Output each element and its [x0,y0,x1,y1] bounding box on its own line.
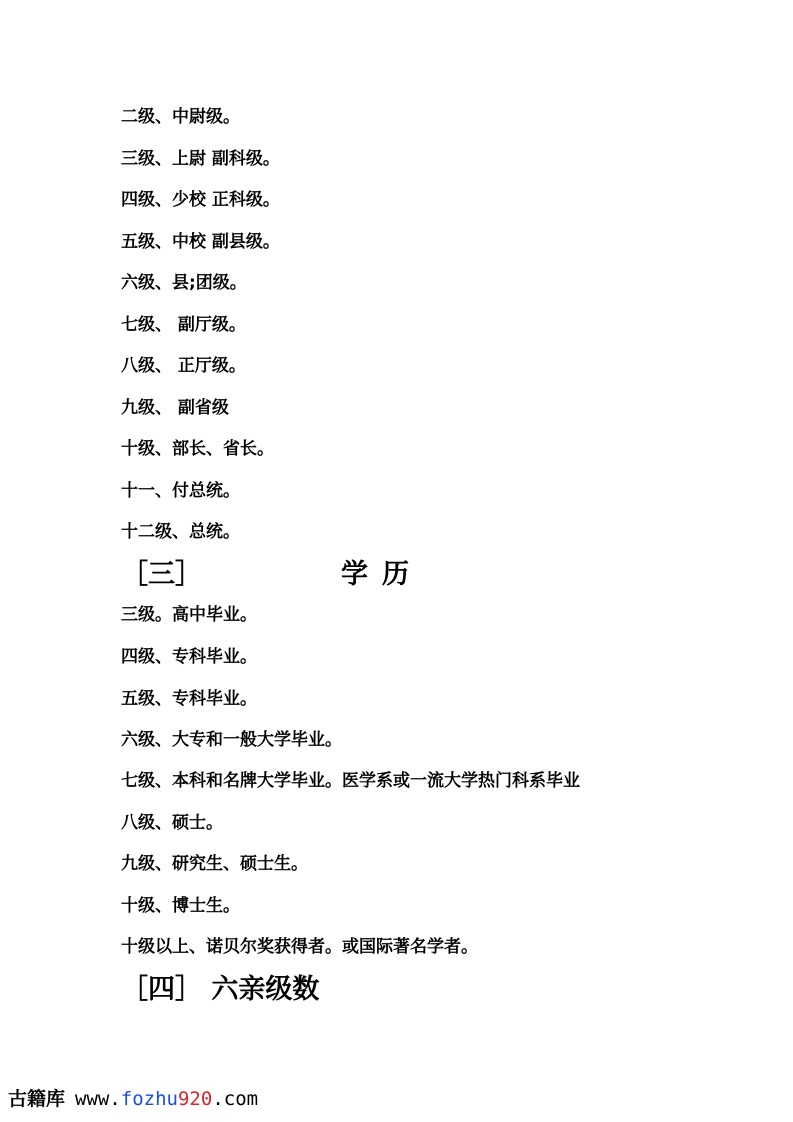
rank-item-3: 三级、上尉 副科级。 [121,149,280,169]
education-item-7: 七级、本科和名牌大学毕业。医学系或一流大学热门科系毕业 [121,771,580,791]
section-three-bracket: ［三］ [121,559,202,590]
footer-url-fozhu: fozhu [120,1088,178,1110]
section-three-title: 学历 [341,559,423,590]
rank-item-4: 四级、少校 正科级。 [121,190,280,210]
section-four-heading [121,973,319,1007]
education-item-above-10: 十级以上、诺贝尔奖获得者。或国际著名学者。 [121,937,478,957]
footer-url-920: 920 [177,1088,213,1110]
rank-item-10: 十级、部长、省长。 [121,439,274,459]
rank-item-5: 五级、中校 副县级。 [121,232,280,252]
education-item-5: 五级、专科毕业。 [121,689,257,709]
footer-url-www: www. [75,1088,121,1110]
rank-item-8: 八级、 正厅级。 [121,356,246,376]
rank-item-6: 六级、县;团级。 [121,273,247,293]
education-item-6: 六级、大专和一般大学毕业。 [121,730,342,750]
footer-site-name: 古籍库 [8,1088,66,1110]
rank-item-12: 十二级、总统。 [121,522,240,542]
section-four-bracket: ［四］ [121,974,202,1005]
education-item-10: 十级、博士生。 [121,896,240,916]
rank-item-7: 七级、 副厅级。 [121,315,246,335]
education-item-3: 三级。高中毕业。 [121,605,257,625]
education-item-8: 八级、硕士。 [121,813,223,833]
footer-watermark [8,1086,258,1112]
section-three-heading [121,558,423,592]
section-four-title: 六亲级数 [211,974,320,1005]
rank-item-2: 二级、中尉级。 [121,107,240,127]
rank-item-9: 九级、 副省级 [121,398,229,418]
education-item-4: 四级、专科毕业。 [121,647,257,667]
footer-url-com: .com [212,1088,259,1110]
rank-item-11: 十一、付总统。 [121,481,240,501]
education-item-9: 九级、研究生、硕士生。 [121,854,308,874]
